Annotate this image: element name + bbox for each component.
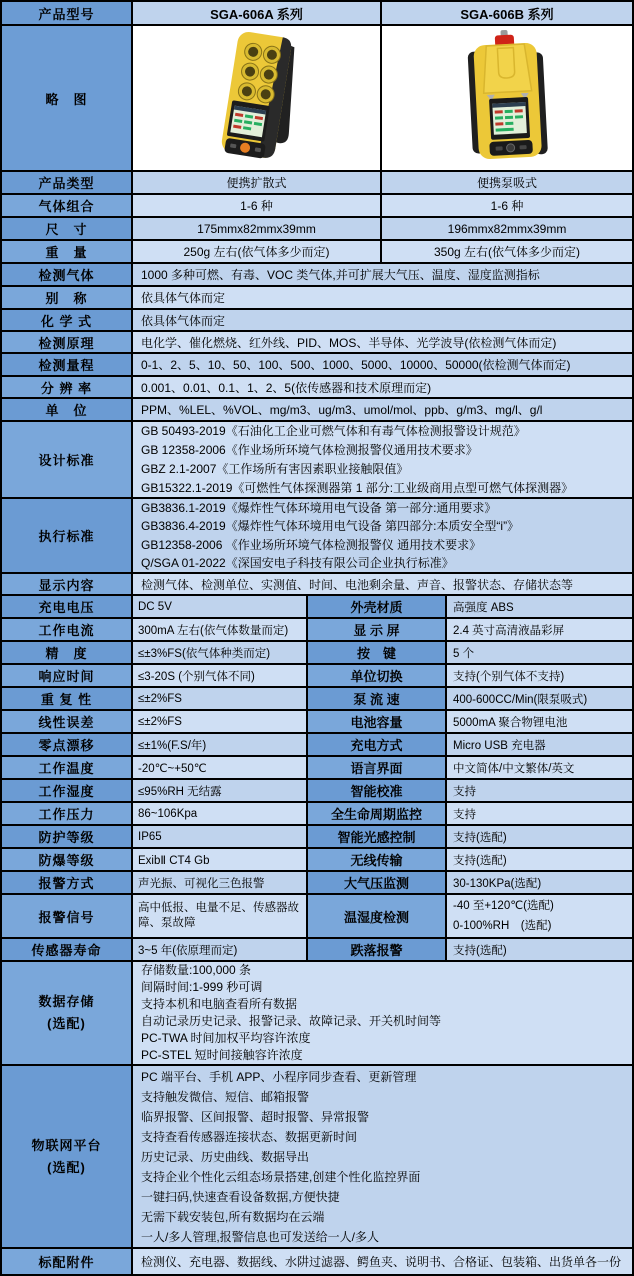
spec-line: 数据存储 [38, 994, 95, 1009]
spec-value: ExibⅡ CT4 Gb [133, 849, 308, 870]
spec-label: 零点漂移 [2, 734, 133, 755]
spec-value: ≤±2%FS [133, 688, 308, 709]
spec-line: 存储数量:100,000 条 [141, 963, 252, 977]
data-storage-value [133, 962, 632, 1064]
table-row [2, 596, 632, 619]
spec-label: 别 称 [2, 287, 133, 308]
table-row [2, 377, 632, 399]
spec-value-a: 250g 左右(依气体多少而定) [133, 241, 382, 262]
spec-label: 精 度 [2, 642, 133, 663]
table-row [2, 619, 632, 642]
display-content-value: 检测气体、检测单位、实测值、时间、电池剩余量、声音、报警状态、存储状态等 [133, 574, 632, 594]
spec-label: 工作电流 [2, 619, 133, 640]
device-a-image [133, 26, 382, 170]
spec-value-b: 1-6 种 [382, 195, 632, 216]
table-row [2, 849, 632, 872]
spec-label: 防爆等级 [2, 849, 133, 870]
table-row [2, 172, 632, 195]
spec-value: 高中低报、电量不足、传感器故障、泵故障 [133, 895, 308, 937]
table-row [2, 1249, 632, 1274]
spec-value: 中文简体/中文繁体/英文 [447, 757, 632, 778]
sketch-label: 略 图 [2, 26, 133, 170]
spec-label: 跌落报警 [308, 939, 447, 960]
spec-line: 一人/多人管理,报警信息也可发送给一人/多人 [141, 1229, 380, 1244]
spec-line: 自动记录历史记录、报警记录、故障记录、开关机时间等 [141, 1014, 442, 1028]
spec-label: 外壳材质 [308, 596, 447, 617]
spec-line: 支持企业个性化云组态场景搭建,创建个性化监控界面 [141, 1169, 421, 1184]
accessories-value: 检测仪、充电器、数据线、水阱过滤器、鳄鱼夹、说明书、合格证、包装箱、出货单各一份 [133, 1249, 632, 1274]
table-row [2, 241, 632, 264]
spec-line: Q/SGA 01-2022《深国安电子科技有限公司企业执行标准》 [141, 556, 454, 570]
table-row [2, 872, 632, 895]
spec-value: -20℃~+50℃ [133, 757, 308, 778]
design-standard-label: 设计标准 [2, 422, 133, 497]
exec-standard-label: 执行标准 [2, 499, 133, 572]
spec-value: ≤±3%FS(依气体种类而定) [133, 642, 308, 663]
table-row [2, 962, 632, 1066]
spec-label: 无线传输 [308, 849, 447, 870]
spec-label: 线性误差 [2, 711, 133, 732]
table-row [2, 264, 632, 287]
spec-label: 智能校准 [308, 780, 447, 801]
spec-value-a: 便携扩散式 [133, 172, 382, 193]
gas-detector-diffusion-illustration [177, 28, 337, 168]
spec-label: 防护等级 [2, 826, 133, 847]
table-row [2, 780, 632, 803]
table-row [2, 939, 632, 962]
product-model-label: 产品型号 [2, 2, 133, 24]
table-row [2, 499, 632, 574]
table-row [2, 332, 632, 354]
spec-line: 0-100%RH (选配) [453, 920, 552, 932]
spec-value-b: 350g 左右(依气体多少而定) [382, 241, 632, 262]
spec-value: 支持(选配) [447, 849, 632, 870]
spec-value: 300mA 左右(依气体数量而定) [133, 619, 308, 640]
spec-label: 检测量程 [2, 354, 133, 375]
spec-label: 语言界面 [308, 757, 447, 778]
table-row [2, 310, 632, 332]
spec-line: (选配) [47, 1016, 86, 1031]
spec-value: 5 个 [447, 642, 632, 663]
spec-value: Micro USB 充电器 [447, 734, 632, 755]
iot-platform-label [2, 1066, 133, 1247]
spec-label: 检测气体 [2, 264, 133, 285]
spec-value: ≤±1%(F.S/年) [133, 734, 308, 755]
spec-label: 重 量 [2, 241, 133, 262]
spec-label: 电池容量 [308, 711, 447, 732]
spec-value [447, 895, 632, 937]
row-sketch [2, 26, 632, 172]
table-row [2, 422, 632, 499]
spec-value: 0-1、2、5、10、50、100、500、1000、5000、10000、50000(依检测气体而定) [133, 354, 632, 375]
model-a-header: SGA-606A 系列 [133, 2, 382, 24]
spec-line: GB3836.4-2019《爆炸性气体环境用电气设备 第四部分:本质安全型“i”》 [141, 519, 520, 533]
spec-label: 工作压力 [2, 803, 133, 824]
spec-value: ≤±2%FS [133, 711, 308, 732]
spec-label: 充电方式 [308, 734, 447, 755]
spec-value: 依具体气体而定 [133, 287, 632, 308]
spec-line: PC 端平台、手机 APP、小程序同步查看、更新管理 [141, 1069, 417, 1084]
spec-value-a: 175mmx82mmx39mm [133, 218, 382, 239]
spec-value-b: 196mmx82mmx39mm [382, 218, 632, 239]
table-row [2, 195, 632, 218]
gas-detector-pump-illustration [432, 28, 582, 168]
spec-value: IP65 [133, 826, 308, 847]
spec-label: 工作湿度 [2, 780, 133, 801]
spec-line: PC-STEL 短时间接触容许浓度 [141, 1048, 303, 1062]
spec-label: 单 位 [2, 399, 133, 420]
spec-value: 5000mA 聚合物锂电池 [447, 711, 632, 732]
table-row [2, 574, 632, 596]
spec-label: 单位切换 [308, 665, 447, 686]
accessories-label: 标配附件 [2, 1249, 133, 1274]
table-row [2, 1066, 632, 1249]
spec-value: 3~5 年(依原理而定) [133, 939, 308, 960]
spec-line: 物联网平台 [31, 1137, 102, 1153]
spec-line: 临界报警、区间报警、超时报警、异常报警 [141, 1109, 370, 1124]
spec-line: GB12358-2006 《作业场所环境气体检测报警仪 通用技术要求》 [141, 537, 482, 552]
spec-label: 显 示 屏 [308, 619, 447, 640]
spec-line: GB15322.1-2019《可燃性气体探测器第 1 部分:工业级商用点型可燃气体探测器》 [141, 480, 574, 495]
display-content-label: 显示内容 [2, 574, 133, 594]
spec-value: 高强度 ABS [447, 596, 632, 617]
table-row [2, 665, 632, 688]
spec-label: 全生命周期监控 [308, 803, 447, 824]
spec-value: 2.4 英寸高清液晶彩屏 [447, 619, 632, 640]
spec-line: 支持查看传感器连接状态、数据更新时间 [141, 1129, 358, 1144]
spec-line: 间隔时间:1-999 秒可调 [141, 980, 263, 994]
spec-value: 支持(选配) [447, 939, 632, 960]
row-product-model [2, 2, 632, 26]
spec-label: 大气压监测 [308, 872, 447, 893]
table-row [2, 399, 632, 422]
spec-value: 依具体气体而定 [133, 310, 632, 330]
table-row [2, 711, 632, 734]
spec-label: 充电电压 [2, 596, 133, 617]
spec-label: 化 学 式 [2, 310, 133, 330]
table-row [2, 895, 632, 939]
spec-value: 30-130KPa(选配) [447, 872, 632, 893]
spec-value: 0.001、0.01、0.1、1、2、5(依传感器和技术原理而定) [133, 377, 632, 397]
spec-label: 尺 寸 [2, 218, 133, 239]
iot-platform-value [133, 1066, 632, 1247]
table-row [2, 688, 632, 711]
spec-label: 报警信号 [2, 895, 133, 937]
spec-line: GB 12358-2006《作业场所环境气体检测报警仪通用技术要求》 [141, 442, 478, 457]
spec-label: 报警方式 [2, 872, 133, 893]
spec-value: ≤95%RH 无结露 [133, 780, 308, 801]
spec-line: 支持触发微信、短信、邮箱报警 [141, 1089, 310, 1104]
spec-value: 支持 [447, 803, 632, 824]
spec-line: -40 至+120℃(选配) [453, 900, 554, 912]
spec-line: 一键扫码,快速查看设备数据,方便快捷 [141, 1189, 340, 1204]
spec-value: 电化学、催化燃烧、红外线、PID、MOS、半导体、光学波导(依检测气体而定) [133, 332, 632, 352]
spec-value: 支持 [447, 780, 632, 801]
table-row [2, 803, 632, 826]
model-b-header: SGA-606B 系列 [382, 2, 632, 24]
spec-value-b: 便携泵吸式 [382, 172, 632, 193]
spec-line: 历史记录、历史曲线、数据导出 [141, 1149, 310, 1164]
table-row [2, 287, 632, 310]
spec-value: 86~106Kpa [133, 803, 308, 824]
spec-label: 检测原理 [2, 332, 133, 352]
design-standard-value [133, 422, 632, 497]
spec-line: GBZ 2.1-2007《工作场所有害因素职业接触限值》 [141, 461, 409, 476]
spec-value: 400-600CC/Min(限泵吸式) [447, 688, 632, 709]
spec-line: GB 50493-2019《石油化工企业可燃气体和有毒气体检测报警设计规范》 [141, 423, 526, 438]
spec-label: 重 复 性 [2, 688, 133, 709]
exec-standard-value [133, 499, 632, 572]
spec-value: 1000 多种可燃、有毒、VOC 类气体,并可扩展大气压、温度、湿度监测指标 [133, 264, 632, 285]
spec-label: 传感器寿命 [2, 939, 133, 960]
spec-value: DC 5V [133, 596, 308, 617]
spec-line: (选配) [47, 1159, 86, 1175]
table-row [2, 218, 632, 241]
spec-value: ≤3-20S (个别气体不同) [133, 665, 308, 686]
spec-line: 支持本机和电脑查看所有数据 [141, 997, 298, 1011]
spec-value: 支持(个别气体不支持) [447, 665, 632, 686]
table-row [2, 734, 632, 757]
spec-label: 按 键 [308, 642, 447, 663]
spec-label: 工作温度 [2, 757, 133, 778]
spec-value-a: 1-6 种 [133, 195, 382, 216]
spec-line: 无需下载安装包,所有数据均在云端 [141, 1209, 325, 1224]
spec-label: 智能光感控制 [308, 826, 447, 847]
spec-label: 分 辨 率 [2, 377, 133, 397]
table-row [2, 757, 632, 780]
spec-line: PC-TWA 时间加权平均容许浓度 [141, 1031, 311, 1045]
table-row [2, 642, 632, 665]
spec-label: 响应时间 [2, 665, 133, 686]
spec-label: 温湿度检测 [308, 895, 447, 937]
device-b-image [382, 26, 632, 170]
spec-value: 声光振、可视化三色报警 [133, 872, 308, 893]
spec-value: 支持(选配) [447, 826, 632, 847]
spec-label: 泵 流 速 [308, 688, 447, 709]
spec-label: 气体组合 [2, 195, 133, 216]
spec-label: 产品类型 [2, 172, 133, 193]
spec-value: PPM、%LEL、%VOL、mg/m3、ug/m3、umol/mol、ppb、g/m3、mg/l、g/l [133, 399, 632, 420]
data-storage-label [2, 962, 133, 1064]
spec-line: GB3836.1-2019《爆炸性气体环境用电气设备 第一部分:通用要求》 [141, 500, 497, 515]
table-row [2, 826, 632, 849]
table-row [2, 354, 632, 377]
